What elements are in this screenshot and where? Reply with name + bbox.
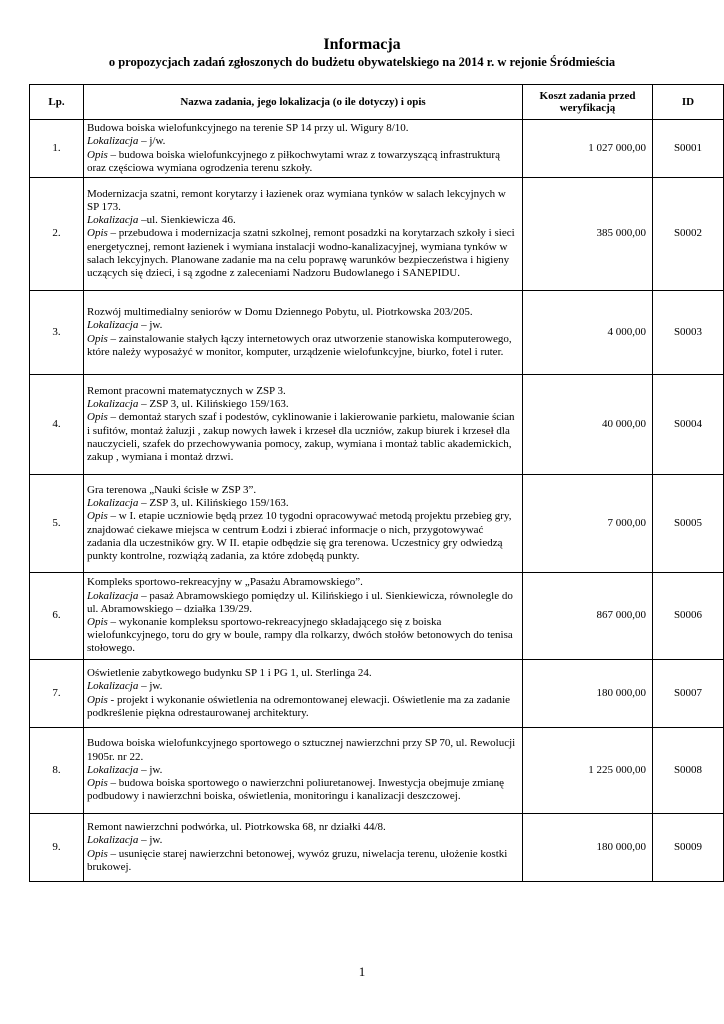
row-cost: 180 000,00 bbox=[523, 814, 653, 882]
task-name: Budowa boiska wielofunkcyjnego na terenie SP 14 przy ul. Wigury 8/10. bbox=[87, 122, 409, 135]
task-location bbox=[87, 680, 519, 693]
description-text: – demontaż starych szaf i podestów, cyklinowanie i lakierowanie parkietu, malowanie ścian i sufitów, montaż żaluzji , zakup nowych ławek i krzeseł dla uczniów, zakup biurek i krzeseł dla nauczycieli, szafek do przechowywania pomocy, zakup, wymiana i montaż tablic akademickich, zakup , wymiana i montaż drzwi. bbox=[87, 411, 515, 463]
description-text: – przebudowa i modernizacja szatni szkolnej, remont posadzki na korytarzach szkoły i sieci energetycznej, remont łazienek i wymiana instalacji wodno-kanalizacyjnej, wymiana tynków w salach lekcyjnych. Planowane zadanie ma na celu poprawę warunków bezpieczeństwa i higieny uczących się dzieci, i są zgodne z zaleceniami Nadzoru Budowlanego i SANEPIDU. bbox=[87, 227, 515, 279]
task-description bbox=[87, 149, 519, 175]
task-description bbox=[87, 848, 519, 874]
row-description bbox=[84, 291, 523, 375]
row-id: S0002 bbox=[653, 178, 724, 291]
document-title: Informacja bbox=[323, 36, 401, 53]
task-description bbox=[87, 777, 519, 803]
task-description bbox=[87, 411, 519, 464]
description-label: Opis bbox=[87, 332, 108, 345]
task-description bbox=[87, 333, 519, 359]
document-subtitle: o propozycjach zadań zgłoszonych do budżetu obywatelskiego na 2014 r. w rejonie Śródmieścia bbox=[108, 55, 616, 69]
description-text: – wykonanie kompleksu sportowo-rekreacyjnego składającego się z boiska wielofunkcyjnego, toru do gry w boule, rampy dla rolkarzy, dwóch stołów betonowych do tenisa stołowego. bbox=[87, 616, 513, 655]
task-name: Rozwój multimedialny seniorów w Domu Dziennego Pobytu, ul. Piotrkowska 203/205. bbox=[87, 306, 473, 319]
description-label: Opis bbox=[87, 148, 108, 161]
row-description bbox=[84, 120, 523, 178]
location-text: – jw. bbox=[138, 680, 163, 693]
location-text: – jw. bbox=[138, 763, 163, 776]
location-label: Lokalizacja bbox=[87, 135, 139, 148]
row-id: S0001 bbox=[653, 120, 724, 178]
row-lp: 9. bbox=[30, 814, 84, 882]
task-name: Oświetlenie zabytkowego budynku SP 1 i PG 1, ul. Sterlinga 24. bbox=[87, 667, 372, 680]
task-description bbox=[87, 510, 519, 563]
location-label: Lokalizacja bbox=[87, 497, 139, 510]
task-location bbox=[87, 398, 519, 411]
location-text: – jw. bbox=[138, 319, 163, 332]
table-row bbox=[30, 375, 724, 475]
row-lp: 2. bbox=[30, 178, 84, 291]
task-name: Remont nawierzchni podwórka, ul. Piotrkowska 68, nr działki 44/8. bbox=[87, 821, 386, 834]
header-cost: Koszt zadania przed weryfikacją bbox=[523, 85, 653, 120]
row-cost: 4 000,00 bbox=[523, 291, 653, 375]
row-id: S0007 bbox=[653, 660, 724, 728]
row-cost: 867 000,00 bbox=[523, 573, 653, 660]
task-location bbox=[87, 497, 519, 510]
table-row bbox=[30, 814, 724, 882]
row-description bbox=[84, 728, 523, 814]
row-cost: 1 225 000,00 bbox=[523, 728, 653, 814]
task-location bbox=[87, 764, 519, 777]
task-location bbox=[87, 214, 519, 227]
description-text: - projekt i wykonanie oświetlenia na odremontowanej elewacji. Oświetlenie ma za zadanie podkreślenie piękna odrestaurowanej architektury. bbox=[87, 693, 511, 719]
task-name: Modernizacja szatni, remont korytarzy i łazienek oraz wymiana tynków w salach lekcyjnych w SP 173. bbox=[87, 187, 506, 213]
task-name: Kompleks sportowo-rekreacyjny w „Pasażu Abramowskiego”. bbox=[87, 576, 363, 589]
description-label: Opis bbox=[87, 777, 108, 790]
task-name: Budowa boiska wielofunkcyjnego sportowego o sztucznej nawierzchni przy SP 70, ul. Rewolucji 1905r. nr 22. bbox=[87, 737, 516, 763]
row-description bbox=[84, 573, 523, 660]
row-description bbox=[84, 814, 523, 882]
row-cost: 1 027 000,00 bbox=[523, 120, 653, 178]
description-text: – budowa boiska sportowego o nawierzchni poliuretanowej. Inwestycja obejmuje zmianę podbudowy i nawierzchni boiska, oświetlenia, monitoringu i kanalizacji deszczowej. bbox=[87, 777, 504, 803]
task-location bbox=[87, 319, 519, 332]
row-cost: 7 000,00 bbox=[523, 475, 653, 573]
row-lp: 6. bbox=[30, 573, 84, 660]
header-lp: Lp. bbox=[30, 85, 84, 120]
description-text: – w I. etapie uczniowie będą przez 10 tygodni opracowywać metodą projektu przebieg gry, znajdować ciekawe miejsca w centrum Łodzi i zbierać informacje o nich, przygotowywać zadania dla uczestników gry. W II. etapie odbędzie się gra terenowa. Uczestnicy gry odwiedzą punkty kontrolne, rozwiążą zadania, za które zdobędą punkty. bbox=[87, 510, 512, 562]
location-label: Lokalizacja bbox=[87, 763, 139, 776]
description-label: Opis bbox=[87, 411, 108, 424]
table-row bbox=[30, 475, 724, 573]
row-description bbox=[84, 178, 523, 291]
header-name: Nazwa zadania, jego lokalizacja (o ile dotyczy) i opis bbox=[84, 85, 523, 120]
table-header-row bbox=[30, 85, 724, 120]
description-text: – usunięcie starej nawierzchni betonowej, wywóz gruzu, niwelacja terenu, ułożenie kostki brukowej. bbox=[87, 847, 508, 873]
table-body bbox=[30, 120, 724, 882]
description-label: Opis bbox=[87, 847, 108, 860]
row-lp: 1. bbox=[30, 120, 84, 178]
task-location bbox=[87, 834, 519, 847]
row-lp: 4. bbox=[30, 375, 84, 475]
task-description bbox=[87, 694, 519, 720]
row-id: S0009 bbox=[653, 814, 724, 882]
table-row bbox=[30, 120, 724, 178]
location-text: –ul. Sienkiewicza 46. bbox=[138, 214, 236, 227]
table-row bbox=[30, 178, 724, 291]
row-id: S0003 bbox=[653, 291, 724, 375]
tasks-table bbox=[29, 84, 724, 882]
location-label: Lokalizacja bbox=[87, 398, 139, 411]
location-text: – ZSP 3, ul. Kilińskiego 159/163. bbox=[138, 497, 289, 510]
location-text: – jw. bbox=[138, 834, 163, 847]
location-label: Lokalizacja bbox=[87, 834, 139, 847]
row-description bbox=[84, 375, 523, 475]
table-row bbox=[30, 728, 724, 814]
location-text: – ZSP 3, ul. Kilińskiego 159/163. bbox=[138, 398, 289, 411]
table-row bbox=[30, 660, 724, 728]
task-location bbox=[87, 590, 519, 616]
location-label: Lokalizacja bbox=[87, 214, 139, 227]
description-label: Opis bbox=[87, 227, 108, 240]
row-description bbox=[84, 660, 523, 728]
description-text: – budowa boiska wielofunkcyjnego z piłkochwytami wraz z towarzyszącą infrastrukturą oraz częściowa wymiana ogrodzenia terenu szkoły. bbox=[87, 148, 500, 174]
table-row bbox=[30, 573, 724, 660]
task-description bbox=[87, 227, 519, 280]
row-description bbox=[84, 475, 523, 573]
description-label: Opis bbox=[87, 510, 108, 523]
table-row bbox=[30, 291, 724, 375]
location-label: Lokalizacja bbox=[87, 319, 139, 332]
row-cost: 385 000,00 bbox=[523, 178, 653, 291]
location-label: Lokalizacja bbox=[87, 680, 139, 693]
task-location bbox=[87, 135, 519, 148]
row-id: S0004 bbox=[653, 375, 724, 475]
row-lp: 5. bbox=[30, 475, 84, 573]
task-name: Remont pracowni matematycznych w ZSP 3. bbox=[87, 384, 286, 397]
task-description bbox=[87, 616, 519, 656]
description-label: Opis bbox=[87, 693, 108, 706]
location-text: – pasaż Abramowskiego pomiędzy ul. Kilińskiego i ul. Sienkiewicza, równolegle do ul. Abramowskiego – działka 139/29. bbox=[87, 589, 513, 615]
location-text: – j/w. bbox=[138, 135, 166, 148]
row-cost: 180 000,00 bbox=[523, 660, 653, 728]
row-id: S0005 bbox=[653, 475, 724, 573]
row-lp: 7. bbox=[30, 660, 84, 728]
row-cost: 40 000,00 bbox=[523, 375, 653, 475]
row-id: S0008 bbox=[653, 728, 724, 814]
location-label: Lokalizacja bbox=[87, 589, 139, 602]
page-number: 1 bbox=[358, 964, 366, 979]
row-lp: 3. bbox=[30, 291, 84, 375]
header-id: ID bbox=[653, 85, 724, 120]
description-text: – zainstalowanie stałych łączy internetowych oraz utworzenie stanowiska komputerowego, które należy wyposażyć w monitor, komputer, urządzenie wielofunkcyjne, biurko, fotel i ruter. bbox=[87, 332, 512, 358]
row-id: S0006 bbox=[653, 573, 724, 660]
task-name: Gra terenowa „Nauki ścisłe w ZSP 3”. bbox=[87, 483, 257, 496]
row-lp: 8. bbox=[30, 728, 84, 814]
description-label: Opis bbox=[87, 616, 108, 628]
